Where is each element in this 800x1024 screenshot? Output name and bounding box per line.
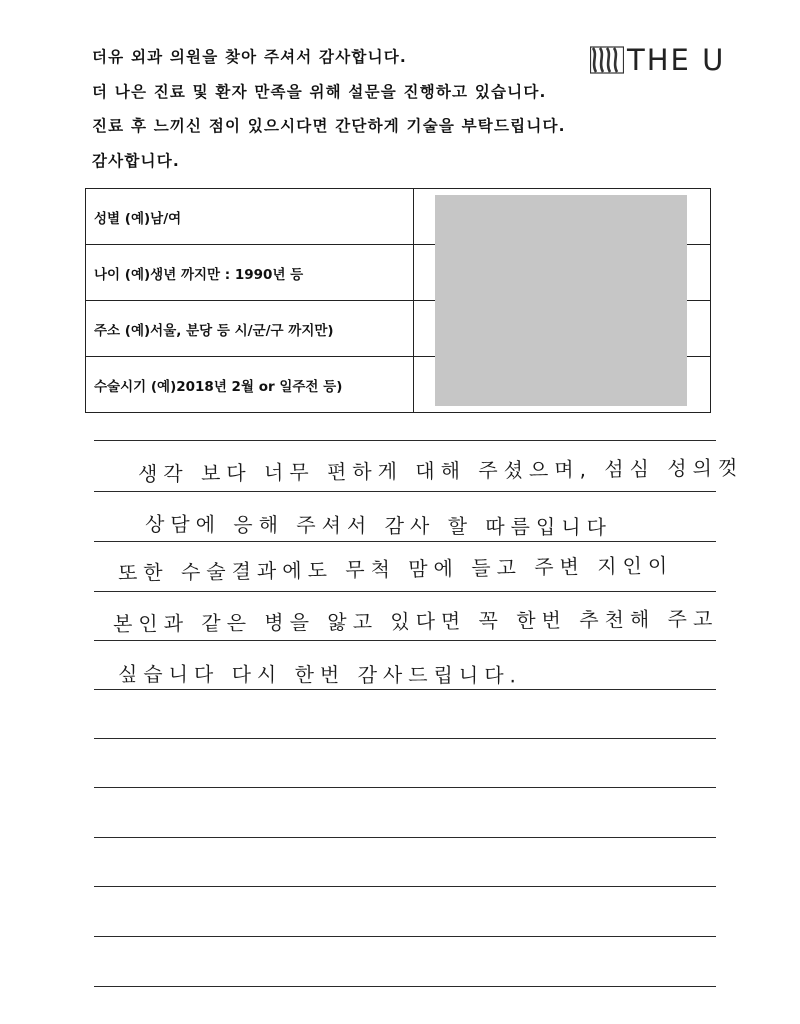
writing-line <box>94 591 716 592</box>
comment-line: 또한 수술결과에도 무척 맘에 들고 주변 지인이 <box>117 553 674 585</box>
intro-text <box>92 46 566 184</box>
comment-line: 싶습니다 다시 한번 감사드립니다. <box>117 662 522 688</box>
writing-line <box>94 541 716 542</box>
writing-line <box>94 640 716 641</box>
writing-line <box>94 837 716 838</box>
writing-line <box>94 886 716 887</box>
age-label: 나이 (예)생년 까지만 : 1990년 등 <box>86 245 414 301</box>
comment-line: 생각 보다 너무 편하게 대해 주셨으며, 섬심 성의껏 <box>137 455 744 486</box>
writing-line <box>94 787 716 788</box>
logo-text: THE U <box>627 43 726 77</box>
writing-line <box>94 936 716 937</box>
redacted-area <box>435 195 687 406</box>
gender-label: 성별 (예)남/여 <box>86 189 414 245</box>
writing-line <box>94 689 716 690</box>
writing-line <box>94 986 716 987</box>
intro-line: 감사합니다. <box>92 151 180 170</box>
comment-line: 상담에 응해 주셔서 감사 할 따름입니다 <box>144 512 612 540</box>
writing-line <box>94 738 716 739</box>
writing-line <box>94 491 716 492</box>
intro-line: 더 나은 진료 및 환자 만족을 위해 설문을 진행하고 있습니다. <box>92 82 547 101</box>
intro-line: 더유 외과 의원을 찾아 주셔서 감사합니다. <box>92 48 408 66</box>
writing-line <box>94 440 716 441</box>
clinic-logo <box>590 44 725 76</box>
intro-line: 진료 후 느끼신 점이 있으시다면 간단하게 기술을 부탁드립니다. <box>92 117 566 135</box>
address-label: 주소 (예)서울, 분당 등 시/군/구 까지만) <box>86 301 414 357</box>
logo-wave-icon <box>590 46 624 74</box>
surgery-date-label: 수술시기 (예)2018년 2월 or 일주전 등) <box>86 357 414 413</box>
comment-line: 본인과 같은 병을 앓고 있다면 꼭 한번 추천해 주고 <box>112 606 719 636</box>
